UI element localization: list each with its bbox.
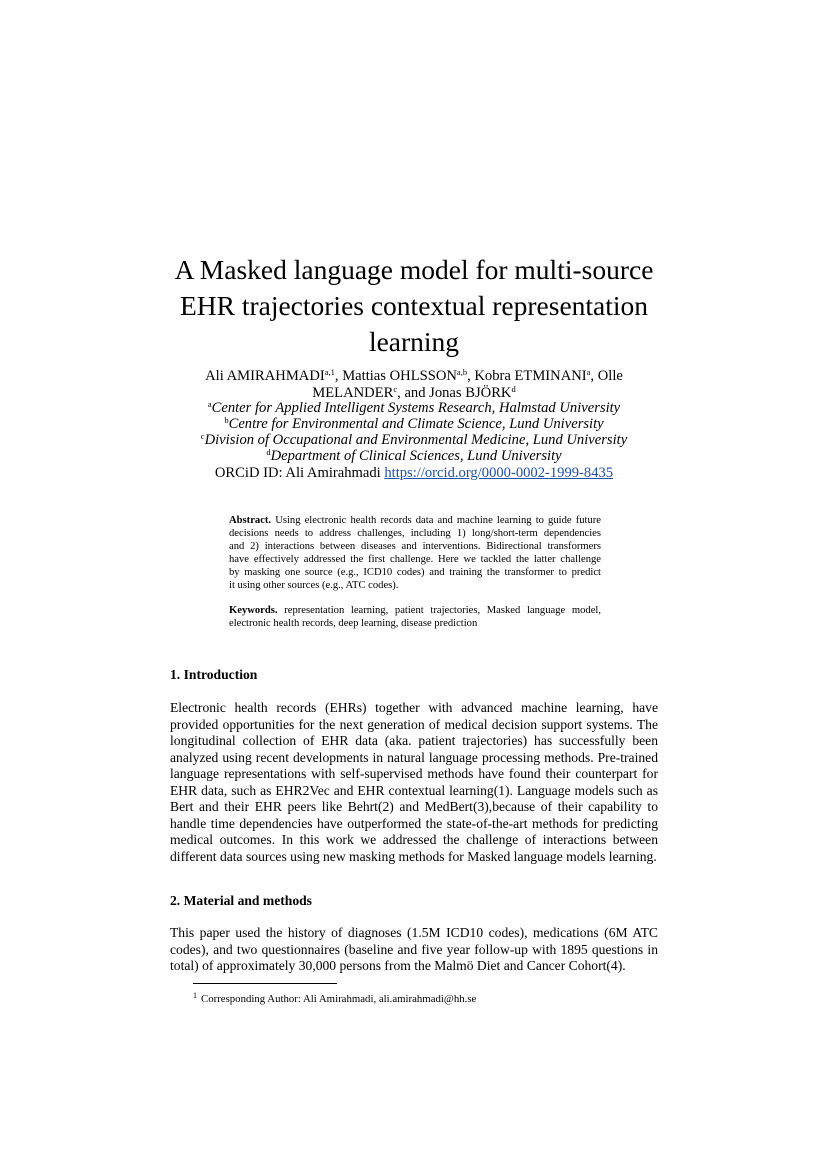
affiliation xyxy=(130,416,698,432)
affiliation-mark: a xyxy=(207,399,212,409)
paragraph-line: handle time dependencies have outperformed the state-of-the-art methods for predicting xyxy=(170,815,658,831)
affiliation-text: Division of Occupational and Environmental Medicine, Lund University xyxy=(204,432,628,448)
abstract-line: by masking one source (e.g., ICD10 codes) and training the transformer to predict xyxy=(229,567,601,579)
keywords-line xyxy=(229,604,601,617)
abstract-label: Abstract. xyxy=(229,515,272,526)
section-heading-introduction: 1. Introduction xyxy=(170,667,258,682)
paragraph-line: different data sources using new masking methods for Masked language models learning. xyxy=(170,848,657,864)
affiliation-text: Center for Applied Intelligent Systems Research, Halmstad University xyxy=(211,400,621,416)
affiliation-mark: b xyxy=(224,415,229,425)
author-name: and Jonas BJÖRK xyxy=(404,385,512,401)
author-name: Kobra ETMINANI xyxy=(474,368,587,384)
footnote-mark: 1 xyxy=(193,991,197,1000)
paragraph-line: provided opportunities for the next generation of medical decision support systems. The xyxy=(170,716,658,732)
affiliation-mark: c xyxy=(200,431,205,441)
title-line-2: EHR trajectories contextual representation xyxy=(179,290,649,321)
paragraph-line: language representations with self-supervised methods have found their counterpart for xyxy=(170,766,658,781)
author-list xyxy=(150,368,678,402)
author-line-1: Ali AMIRAHMADI$^{a,1}$, Mattias OHLSSON$^{a,b}$, Kobra ETMINANI$^a$, Olle xyxy=(205,367,623,384)
paragraph-line: codes), and two questionnaires (baseline and five year follow-up with 1895 questions in xyxy=(170,941,658,957)
affiliation xyxy=(130,432,698,448)
author-superscript: a xyxy=(586,367,591,377)
keywords-block xyxy=(229,604,601,630)
author-name: MELANDER xyxy=(312,385,394,401)
title-line-1: A Masked language model for multi-source xyxy=(174,254,654,285)
abstract-line: and 2) interactions between diseases and interventions. Bidirectional transformers xyxy=(229,541,601,553)
author-name: Ali AMIRAHMADI xyxy=(205,368,325,384)
footnote-rule xyxy=(193,983,337,984)
footnote xyxy=(193,991,476,1005)
paragraph-line: longitudinal collection of EHR data (aka. patient trajectories) has successfully been xyxy=(170,733,658,748)
paper-title xyxy=(110,252,718,360)
affiliation-list xyxy=(130,400,698,481)
paragraph-line: This paper used the history of diagnoses (1.5M ICD10 codes), medications (6M ATC xyxy=(170,925,658,940)
paragraph-line: medical outcomes. In this work we addressed the challenge of interactions between xyxy=(170,832,658,847)
methods-paragraph xyxy=(170,925,658,975)
paragraph-line: Electronic health records (EHRs) together with advanced machine learning, have xyxy=(170,700,658,715)
affiliation xyxy=(130,400,698,416)
paragraph-line: EHR data, such as EHR2Vec and EHR contextual learning(1). Language models such as xyxy=(170,782,658,798)
author-superscript: a,1 xyxy=(324,367,335,377)
author-superscript: d xyxy=(511,384,516,394)
keywords-line: electronic health records, deep learning, disease prediction xyxy=(229,618,478,630)
orcid-label: ORCiD ID: Ali Amirahmadi xyxy=(214,465,381,481)
author-line-2: MELANDER$^c$, and Jonas BJÖRK$^d$ xyxy=(312,384,516,401)
affiliation-text: Centre for Environmental and Climate Science, Lund University xyxy=(228,416,604,432)
affiliation-text: Department of Clinical Sciences, Lund University xyxy=(270,448,562,464)
orcid-line xyxy=(130,465,698,481)
introduction-paragraph xyxy=(170,700,658,865)
keywords-label: Keywords. xyxy=(229,605,278,617)
abstract-line: have effectively addressed the first challenge. Here we tackled the latter challenge xyxy=(229,554,601,566)
footnote-text: Corresponding Author: Ali Amirahmadi, ali.amirahmadi@hh.se xyxy=(201,993,477,1005)
abstract-line: decisions needs to address challenges, including 1) long/short-term dependencies xyxy=(229,528,601,540)
section-heading-methods: 2. Material and methods xyxy=(170,893,312,908)
paragraph-line: analyzed using recent developments in natural language processing methods. Pre-trained xyxy=(170,749,658,765)
author-superscript: a,b xyxy=(456,367,468,377)
abstract-block xyxy=(229,514,601,630)
orcid-link[interactable]: https://orcid.org/0000-0002-1999-8435 xyxy=(384,465,614,481)
author-superscript: c xyxy=(393,384,398,394)
abstract-text: Using electronic health records data and machine learning to guide future xyxy=(275,515,601,526)
paragraph-line: Bert and their EHR peers like Behrt(2) and MedBert(3),because of their capability to xyxy=(170,799,658,814)
affiliation xyxy=(130,448,698,464)
author-name: Mattias OHLSSON xyxy=(342,368,457,384)
title-line-3: learning xyxy=(368,326,460,357)
keywords-text: representation learning, patient trajectories, Masked language model, xyxy=(284,605,601,617)
author-name: Olle xyxy=(597,368,623,384)
abstract-line xyxy=(229,514,601,527)
paragraph-line: total) of approximately 30,000 persons from the Malmö Diet and Cancer Cohort(4). xyxy=(170,958,626,973)
abstract-line: it using other sources (e.g., ATC codes). xyxy=(229,580,399,592)
affiliation-mark: d xyxy=(266,447,271,457)
